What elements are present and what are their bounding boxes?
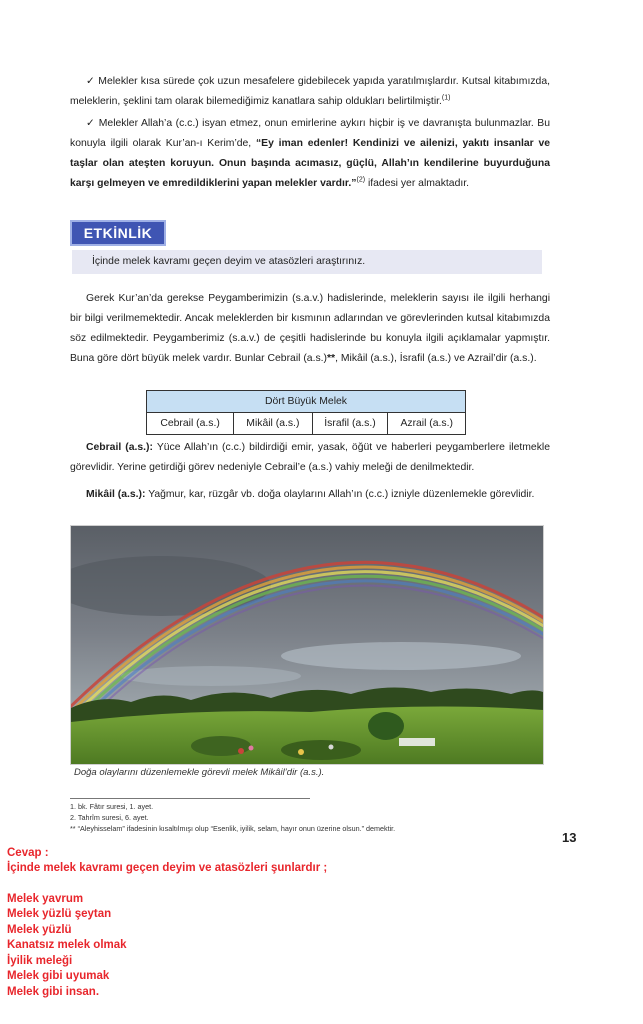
paragraph-text: ✓ Melekler kısa sürede çok uzun mesafelere gidebilecek yapıda yaratılmışlardır. Kutsal kitabımızda, meleklerin, şeklini tam olarak bilemediğimiz kanatlara sahip oldukları belirtilmiştir.: [70, 76, 550, 107]
answer-item: Melek gibi insan.: [7, 986, 100, 998]
etkinlik-task: İçinde melek kavramı geçen deyim ve atasözleri araştırınız.: [92, 256, 366, 267]
paragraph-text: ✓ Melekler Allah’a (c.c.) isyan etmez, onun emirlerine aykırı hiçbir iş ve davranışta bulunmazlar. Bu konuyla ilgili olarak Kur’an-ı Kerim’de,: [70, 118, 550, 149]
quran-quote: “Ey iman edenler! Kendinizi ve ailenizi, yakıtı insanlar ve taşlar olan ateşten koruyun. Onun başında acımasız, güçlü, Allah’ın kendilerine buyurduğuna karşı gelmeyen ve emredildiklerini yapan melekler vardır.”: [70, 138, 551, 189]
paragraph-text: Yağmur, kar, rüzgâr vb. doğa olaylarını Allah’ın (c.c.) izniyle düzenlemekle görevlidir.: [148, 489, 535, 500]
answer-item: Melek yüzlü şeytan: [7, 908, 112, 920]
table-cell-azrail: Azrail (a.s.): [388, 413, 466, 435]
footnote-2: 2. Tahrîm suresi, 6. ayet.: [70, 813, 149, 822]
term-label: Mikâil (a.s.):: [86, 489, 146, 500]
paragraph-mikail: [70, 485, 550, 505]
answer-item: İyilik meleği: [7, 955, 73, 967]
footnote-stars-note: ** “Aleyhisselam” ifadesinin kısaltılmışı olup “Esenlik, iyilik, selam, hayır onun üzerine olsun.” demektir.: [70, 824, 396, 833]
footnote-ref: (2): [356, 176, 366, 184]
paragraph-text: Yüce Allah’ın (c.c.) bildirdiği emir, yasak, öğüt ve haberleri peygamberlere iletmekle görevlidir. Yerine getirdiği görev nedeniyle Cebrail’e (a.s.) vahiy meleği de denilmektedir.: [70, 442, 550, 473]
answer-item: Melek gibi uyumak: [7, 970, 110, 982]
paragraph-cebrail: [70, 438, 550, 478]
paragraph-text: ifadesi yer almaktadır.: [367, 178, 470, 189]
etkinlik-task-box: [72, 250, 542, 274]
paragraph-angels-speed: [70, 72, 550, 112]
photo-caption: Doğa olaylarını düzenlemekle görevli melek Mikâil’dir (a.s.).: [74, 767, 325, 778]
rainbow-landscape-image: [71, 526, 543, 764]
paragraph-angels-obedience: [70, 114, 550, 194]
table-cell-cebrail: Cebrail (a.s.): [147, 413, 234, 435]
footnote-divider: [70, 798, 310, 799]
table-cell-israfil: İsrafil (a.s.): [312, 413, 388, 435]
table-cell-mikail: Mikâil (a.s.): [234, 413, 312, 435]
paragraph-four-angels: [70, 289, 550, 369]
table-header: Dört Büyük Melek: [147, 391, 466, 413]
footnote-stars: **: [327, 353, 336, 364]
answer-item: Melek yavrum: [7, 893, 84, 905]
etkinlik-title: ETKİNLİK: [72, 222, 164, 244]
page-number: 13: [562, 830, 577, 845]
footnote-ref: (1): [441, 94, 451, 102]
four-angels-table: [146, 390, 466, 435]
paragraph-text: , Mikâil (a.s.), İsrafil (a.s.) ve Azrail’dir (a.s.).: [335, 353, 537, 364]
term-label: Cebrail (a.s.):: [86, 442, 153, 453]
answer-item: Kanatsız melek olmak: [7, 939, 127, 951]
paragraph-text: Gerek Kur’an’da gerekse Peygamberimizin (s.a.v.) hadislerinde, meleklerin sayısı ile ilgili herhangi bir bilgi verilmemektedir. Ancak meleklerden bir kısmının adlarından ve görevlerinden kutsal kitabımızda söz edilmektedir. Peygamberimiz (s.a.v.) de çeşitli hadislerinde bu konuyla ilgili açıklamalar yapmıştır. Buna göre dört büyük melek vardır. Bunlar Cebrail (a.s.): [70, 293, 550, 364]
answer-item: Melek yüzlü: [7, 924, 72, 936]
answer-heading: Cevap :: [7, 847, 49, 859]
footnote-1: 1. bk. Fâtır suresi, 1. ayet.: [70, 802, 154, 811]
rainbow-photo: [70, 525, 544, 765]
answer-intro: İçinde melek kavramı geçen deyim ve atasözleri şunlardır ;: [7, 862, 328, 874]
